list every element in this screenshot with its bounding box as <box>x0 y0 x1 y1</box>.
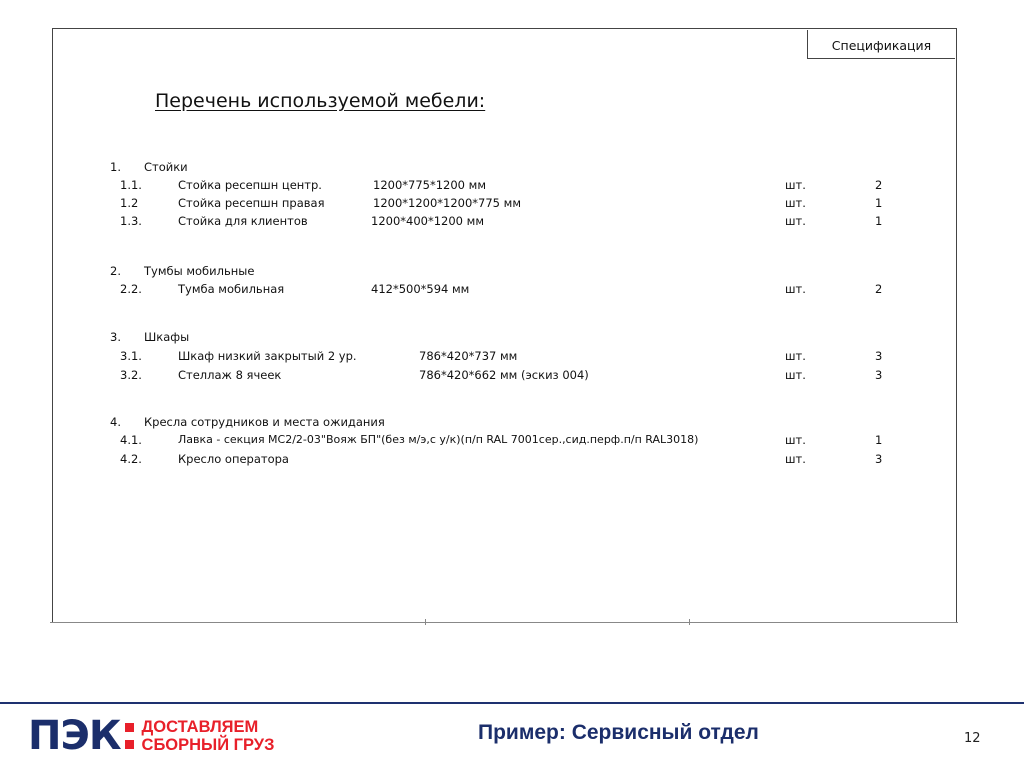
specification-label-box <box>807 30 955 59</box>
item-quantity: 2 <box>875 178 883 192</box>
item-name: Стеллаж 8 ячеек <box>178 368 282 382</box>
section-number: 4. <box>110 415 121 429</box>
item-name: Лавка - секция МС2/2-03"Вояж БП"(без м/э,с у/к)(п/п RAL 7001сер.,сид.перф.п/п RAL3018) <box>178 433 699 446</box>
section-number: 1. <box>110 160 121 174</box>
item-quantity: 2 <box>875 282 883 296</box>
specification-label: Спецификация <box>831 37 932 53</box>
item-quantity: 3 <box>875 368 883 382</box>
item-number: 1.1. <box>120 178 142 192</box>
item-dimensions: 412*500*594 мм <box>371 282 470 296</box>
item-name: Тумба мобильная <box>178 282 285 296</box>
item-unit: шт. <box>785 282 806 296</box>
item-number: 3.2. <box>120 368 142 382</box>
section-number: 2. <box>110 264 121 278</box>
item-dimensions: 786*420*662 мм (эскиз 004) <box>419 368 589 382</box>
item-name: Кресло оператора <box>178 452 289 466</box>
section-title: Стойки <box>144 160 188 174</box>
page-number: 12 <box>964 731 981 746</box>
item-name: Стойка для клиентов <box>178 214 308 228</box>
pek-logo <box>28 713 275 759</box>
document-bottom-border <box>50 622 958 623</box>
item-unit: шт. <box>785 214 806 228</box>
item-quantity: 1 <box>875 433 883 447</box>
item-number: 3.1. <box>120 349 142 363</box>
border-tick <box>689 619 690 625</box>
tagline-line-2: СБОРНЫЙ ГРУЗ <box>141 736 275 754</box>
item-quantity: 1 <box>875 196 883 210</box>
document-frame <box>52 28 957 623</box>
item-quantity: 3 <box>875 452 883 466</box>
item-number: 1.3. <box>120 214 142 228</box>
item-dimensions: 1200*400*1200 мм <box>371 214 484 228</box>
section-title: Тумбы мобильные <box>144 264 255 278</box>
item-quantity: 3 <box>875 349 883 363</box>
section-title: Кресла сотрудников и места ожидания <box>144 415 385 429</box>
item-unit: шт. <box>785 452 806 466</box>
item-dimensions: 1200*1200*1200*775 мм <box>373 196 522 210</box>
item-number: 4.1. <box>120 433 142 447</box>
footer-divider <box>0 702 1024 704</box>
logo-tagline <box>142 718 275 754</box>
item-unit: шт. <box>785 196 806 210</box>
item-number: 1.2 <box>120 196 139 210</box>
item-unit: шт. <box>785 368 806 382</box>
item-unit: шт. <box>785 433 806 447</box>
slide-title: Пример: Сервисный отдел <box>478 721 759 744</box>
logo-colon-icon <box>125 723 134 749</box>
item-dimensions: 1200*775*1200 мм <box>373 178 486 192</box>
item-name: Стойка ресепшн центр. <box>178 178 322 192</box>
document-title: Перечень используемой мебели: <box>155 90 486 112</box>
item-unit: шт. <box>785 178 806 192</box>
item-name: Стойка ресепшн правая <box>178 196 325 210</box>
tagline-line-1: ДОСТАВЛЯЕМ <box>141 718 259 736</box>
item-name: Шкаф низкий закрытый 2 ур. <box>178 349 357 363</box>
logo-wordmark: ПЭК <box>28 713 121 759</box>
section-title: Шкафы <box>144 330 190 344</box>
item-number: 2.2. <box>120 282 142 296</box>
item-quantity: 1 <box>875 214 883 228</box>
item-unit: шт. <box>785 349 806 363</box>
border-tick <box>425 619 426 625</box>
section-number: 3. <box>110 330 121 344</box>
item-dimensions: 786*420*737 мм <box>419 349 518 363</box>
item-number: 4.2. <box>120 452 142 466</box>
